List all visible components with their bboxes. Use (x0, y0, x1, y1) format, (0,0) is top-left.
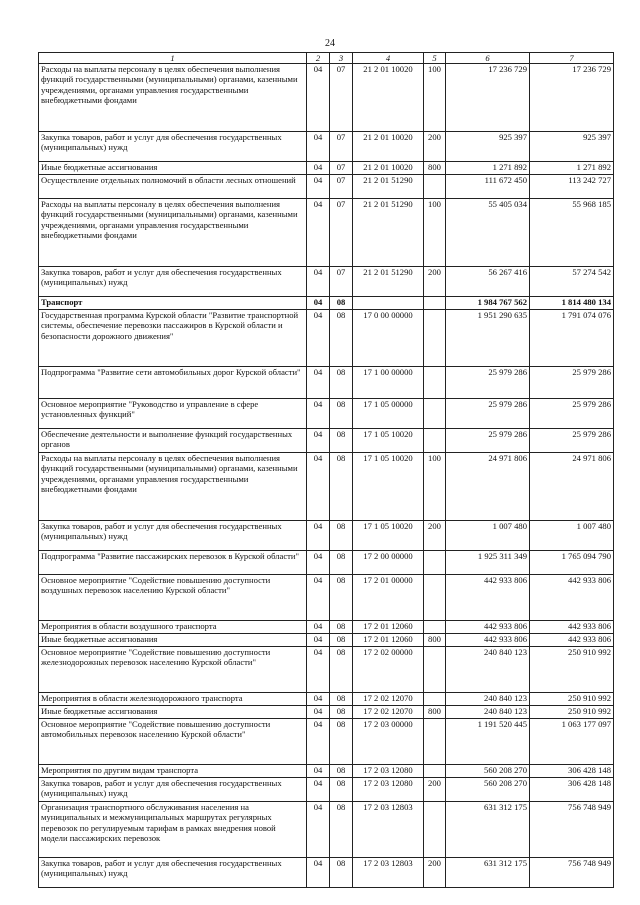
amount-year-2: 250 910 992 (530, 706, 614, 719)
subsection-code: 08 (330, 521, 353, 551)
column-header: 7 (530, 53, 614, 64)
amount-year-2: 442 933 806 (530, 575, 614, 621)
amount-year-1: 240 840 123 (446, 647, 530, 693)
target-article-code: 17 2 03 12080 (353, 778, 424, 802)
section-code: 04 (307, 199, 330, 267)
section-code: 04 (307, 310, 330, 367)
table-row (39, 765, 614, 778)
expense-type-code (424, 647, 446, 693)
budget-table (38, 52, 614, 888)
section-code: 04 (307, 634, 330, 647)
expense-type-code (424, 693, 446, 706)
amount-year-2: 250 910 992 (530, 693, 614, 706)
table-row (39, 367, 614, 399)
amount-year-1: 25 979 286 (446, 429, 530, 453)
expense-type-code (424, 575, 446, 621)
subsection-code: 08 (330, 765, 353, 778)
target-article-code: 17 2 03 12080 (353, 765, 424, 778)
amount-year-2: 442 933 806 (530, 634, 614, 647)
target-article-code: 21 2 01 10020 (353, 132, 424, 162)
section-code: 04 (307, 297, 330, 310)
expense-type-code (424, 765, 446, 778)
amount-year-1: 631 312 175 (446, 802, 530, 858)
table-row (39, 267, 614, 297)
row-name: Транспорт (39, 297, 307, 310)
header-row (39, 53, 614, 64)
section-code: 04 (307, 647, 330, 693)
amount-year-1: 560 208 270 (446, 778, 530, 802)
subsection-code: 07 (330, 64, 353, 132)
amount-year-1: 56 267 416 (446, 267, 530, 297)
row-name: Иные бюджетные ассигнования (39, 706, 307, 719)
row-name: Закупка товаров, работ и услуг для обеспечения государственных (муниципальных) нужд (39, 132, 307, 162)
subsection-code: 08 (330, 693, 353, 706)
section-code: 04 (307, 175, 330, 199)
amount-year-1: 631 312 175 (446, 858, 530, 888)
subsection-code: 08 (330, 429, 353, 453)
column-header: 6 (446, 53, 530, 64)
row-name: Расходы на выплаты персоналу в целях обеспечения выполнения функций государственными (муниципальными) органами, казенными учреждениями, органами управления государственными внебюджетными фондами (39, 199, 307, 267)
table-row (39, 199, 614, 267)
amount-year-2: 1 063 177 097 (530, 719, 614, 765)
amount-year-2: 756 748 949 (530, 802, 614, 858)
subsection-code: 08 (330, 858, 353, 888)
table-row (39, 521, 614, 551)
amount-year-1: 240 840 123 (446, 693, 530, 706)
expense-type-code: 100 (424, 453, 446, 521)
expense-type-code: 800 (424, 162, 446, 175)
expense-type-code: 200 (424, 267, 446, 297)
table-row (39, 429, 614, 453)
target-article-code: 21 2 01 10020 (353, 64, 424, 132)
row-name: Иные бюджетные ассигнования (39, 162, 307, 175)
amount-year-2: 57 274 542 (530, 267, 614, 297)
column-header: 2 (307, 53, 330, 64)
amount-year-1: 1 007 480 (446, 521, 530, 551)
target-article-code: 17 2 02 12070 (353, 706, 424, 719)
subsection-code: 08 (330, 367, 353, 399)
table-row (39, 647, 614, 693)
amount-year-1: 442 933 806 (446, 575, 530, 621)
row-name: Закупка товаров, работ и услуг для обеспечения государственных (муниципальных) нужд (39, 521, 307, 551)
table-row (39, 621, 614, 634)
expense-type-code: 800 (424, 706, 446, 719)
amount-year-2: 250 910 992 (530, 647, 614, 693)
row-name: Закупка товаров, работ и услуг для обеспечения государственных (муниципальных) нужд (39, 778, 307, 802)
subsection-code: 07 (330, 162, 353, 175)
table-row (39, 64, 614, 132)
target-article-code: 17 2 03 12803 (353, 802, 424, 858)
row-name: Расходы на выплаты персоналу в целях обеспечения выполнения функций государственными (муниципальными) органами, казенными учреждениями, органами управления государственными внебюджетными фондами (39, 64, 307, 132)
subsection-code: 07 (330, 199, 353, 267)
amount-year-2: 306 428 148 (530, 778, 614, 802)
target-article-code: 17 1 00 00000 (353, 367, 424, 399)
target-article-code: 17 1 05 00000 (353, 399, 424, 429)
amount-year-2: 1 007 480 (530, 521, 614, 551)
subsection-code: 07 (330, 132, 353, 162)
amount-year-1: 1 984 767 562 (446, 297, 530, 310)
column-header: 4 (353, 53, 424, 64)
row-name: Мероприятия в области воздушного транспорта (39, 621, 307, 634)
column-header: 5 (424, 53, 446, 64)
target-article-code: 17 2 00 00000 (353, 551, 424, 575)
expense-type-code (424, 175, 446, 199)
subsection-code: 08 (330, 706, 353, 719)
amount-year-2: 55 968 185 (530, 199, 614, 267)
amount-year-2: 1 765 094 790 (530, 551, 614, 575)
table-row (39, 575, 614, 621)
expense-type-code: 200 (424, 858, 446, 888)
row-name: Осуществление отдельных полномочий в области лесных отношений (39, 175, 307, 199)
table-row (39, 706, 614, 719)
row-name: Государственная программа Курской области "Развитие транспортной системы, обеспечение перевозки пассажиров в Курской области и безопасности дорожного движения" (39, 310, 307, 367)
expense-type-code: 200 (424, 778, 446, 802)
row-name: Основное мероприятие "Содействие повышению доступности автомобильных перевозок населению Курской области" (39, 719, 307, 765)
section-code: 04 (307, 551, 330, 575)
amount-year-1: 24 971 806 (446, 453, 530, 521)
subsection-code: 08 (330, 802, 353, 858)
table-row (39, 634, 614, 647)
amount-year-1: 240 840 123 (446, 706, 530, 719)
target-article-code: 17 1 05 10020 (353, 429, 424, 453)
amount-year-2: 1 791 074 076 (530, 310, 614, 367)
row-name: Подпрограмма "Развитие пассажирских перевозок в Курской области" (39, 551, 307, 575)
amount-year-2: 25 979 286 (530, 399, 614, 429)
amount-year-1: 17 236 729 (446, 64, 530, 132)
expense-type-code: 200 (424, 132, 446, 162)
target-article-code: 17 2 02 00000 (353, 647, 424, 693)
table-row (39, 693, 614, 706)
row-name: Подпрограмма "Развитие сети автомобильных дорог Курской области" (39, 367, 307, 399)
table-row (39, 453, 614, 521)
target-article-code: 17 2 01 00000 (353, 575, 424, 621)
amount-year-2: 925 397 (530, 132, 614, 162)
amount-year-2: 442 933 806 (530, 621, 614, 634)
target-article-code: 17 2 01 12060 (353, 634, 424, 647)
row-name: Обеспечение деятельности и выполнение функций государственных органов (39, 429, 307, 453)
table-row (39, 175, 614, 199)
row-name: Основное мероприятие "Руководство и управление в сфере установленных функций" (39, 399, 307, 429)
section-code: 04 (307, 693, 330, 706)
section-code: 04 (307, 575, 330, 621)
table-row (39, 551, 614, 575)
section-code: 04 (307, 719, 330, 765)
table-row (39, 399, 614, 429)
row-name: Основное мероприятие "Содействие повышению доступности воздушных перевозок населению Курской области" (39, 575, 307, 621)
page-number: 24 (325, 38, 335, 49)
subsection-code: 08 (330, 453, 353, 521)
section-code: 04 (307, 765, 330, 778)
section-code: 04 (307, 453, 330, 521)
target-article-code: 17 2 03 12803 (353, 858, 424, 888)
amount-year-1: 560 208 270 (446, 765, 530, 778)
section-code: 04 (307, 621, 330, 634)
table-row (39, 132, 614, 162)
section-code: 04 (307, 521, 330, 551)
row-name: Расходы на выплаты персоналу в целях обеспечения выполнения функций государственными (муниципальными) органами, казенными учреждениями, органами управления государственными внебюджетными фондами (39, 453, 307, 521)
target-article-code: 21 2 01 51290 (353, 267, 424, 297)
expense-type-code: 200 (424, 521, 446, 551)
expense-type-code (424, 399, 446, 429)
section-code: 04 (307, 267, 330, 297)
expense-type-code (424, 621, 446, 634)
target-article-code: 17 2 02 12070 (353, 693, 424, 706)
amount-year-2: 113 242 727 (530, 175, 614, 199)
section-code: 04 (307, 399, 330, 429)
table-row (39, 162, 614, 175)
row-name: Мероприятия по другим видам транспорта (39, 765, 307, 778)
amount-year-2: 1 814 480 134 (530, 297, 614, 310)
expense-type-code (424, 551, 446, 575)
amount-year-2: 24 971 806 (530, 453, 614, 521)
expense-type-code (424, 719, 446, 765)
expense-type-code (424, 310, 446, 367)
target-article-code: 17 1 05 10020 (353, 521, 424, 551)
amount-year-1: 925 397 (446, 132, 530, 162)
amount-year-2: 25 979 286 (530, 429, 614, 453)
subsection-code: 08 (330, 575, 353, 621)
amount-year-2: 25 979 286 (530, 367, 614, 399)
amount-year-2: 1 271 892 (530, 162, 614, 175)
expense-type-code: 100 (424, 199, 446, 267)
table-row (39, 778, 614, 802)
amount-year-1: 442 933 806 (446, 634, 530, 647)
section-code: 04 (307, 802, 330, 858)
section-code: 04 (307, 858, 330, 888)
subsection-code: 07 (330, 175, 353, 199)
row-name: Мероприятия в области железнодорожного транспорта (39, 693, 307, 706)
subsection-code: 08 (330, 310, 353, 367)
amount-year-2: 306 428 148 (530, 765, 614, 778)
table-row (39, 297, 614, 310)
amount-year-1: 1 951 290 635 (446, 310, 530, 367)
section-code: 04 (307, 367, 330, 399)
subsection-code: 08 (330, 551, 353, 575)
target-article-code: 17 2 03 00000 (353, 719, 424, 765)
subsection-code: 08 (330, 621, 353, 634)
row-name: Иные бюджетные ассигнования (39, 634, 307, 647)
subsection-code: 08 (330, 647, 353, 693)
row-name: Основное мероприятие "Содействие повышению доступности железнодорожных перевозок населению Курской области" (39, 647, 307, 693)
expense-type-code (424, 429, 446, 453)
subsection-code: 08 (330, 297, 353, 310)
row-name: Организация транспортного обслуживания населения на муниципальных и межмуниципальных маршрутах регулярных перевозок по регулируемым тарифам в рамках внедрения новой модели пассажирских перевозок (39, 802, 307, 858)
amount-year-1: 55 405 034 (446, 199, 530, 267)
target-article-code: 17 1 05 10020 (353, 453, 424, 521)
subsection-code: 08 (330, 399, 353, 429)
amount-year-1: 25 979 286 (446, 367, 530, 399)
row-name: Закупка товаров, работ и услуг для обеспечения государственных (муниципальных) нужд (39, 858, 307, 888)
amount-year-1: 442 933 806 (446, 621, 530, 634)
amount-year-1: 1 925 311 349 (446, 551, 530, 575)
expense-type-code: 100 (424, 64, 446, 132)
target-article-code: 17 0 00 00000 (353, 310, 424, 367)
subsection-code: 07 (330, 267, 353, 297)
table-row (39, 310, 614, 367)
column-header: 1 (39, 53, 307, 64)
section-code: 04 (307, 778, 330, 802)
table-row (39, 858, 614, 888)
row-name: Закупка товаров, работ и услуг для обеспечения государственных (муниципальных) нужд (39, 267, 307, 297)
subsection-code: 08 (330, 778, 353, 802)
section-code: 04 (307, 132, 330, 162)
expense-type-code (424, 802, 446, 858)
target-article-code: 21 2 01 51290 (353, 175, 424, 199)
amount-year-1: 1 271 892 (446, 162, 530, 175)
amount-year-2: 756 748 949 (530, 858, 614, 888)
subsection-code: 08 (330, 634, 353, 647)
expense-type-code (424, 367, 446, 399)
section-code: 04 (307, 162, 330, 175)
amount-year-1: 111 672 450 (446, 175, 530, 199)
target-article-code: 21 2 01 51290 (353, 199, 424, 267)
table-row (39, 802, 614, 858)
amount-year-1: 1 191 520 445 (446, 719, 530, 765)
subsection-code: 08 (330, 719, 353, 765)
amount-year-2: 17 236 729 (530, 64, 614, 132)
section-code: 04 (307, 64, 330, 132)
table-row (39, 719, 614, 765)
section-code: 04 (307, 429, 330, 453)
amount-year-1: 25 979 286 (446, 399, 530, 429)
target-article-code: 17 2 01 12060 (353, 621, 424, 634)
section-code: 04 (307, 706, 330, 719)
target-article-code: 21 2 01 10020 (353, 162, 424, 175)
target-article-code (353, 297, 424, 310)
expense-type-code: 800 (424, 634, 446, 647)
column-header: 3 (330, 53, 353, 64)
expense-type-code (424, 297, 446, 310)
